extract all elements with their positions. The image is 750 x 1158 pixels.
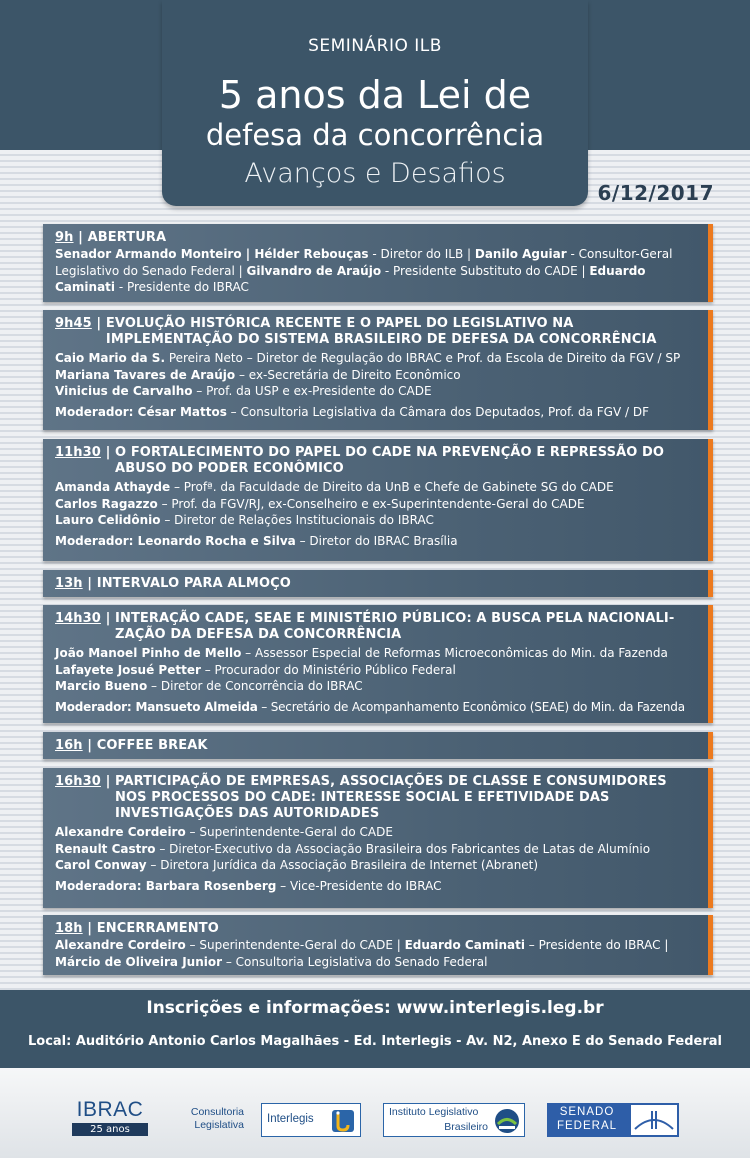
- program-item-coffee-break: [43, 732, 713, 759]
- speaker-line: Caio Mario da S. Pereira Neto – Diretor de Regulação do IBRAC e Prof. da Escola de Direito da FGV / SP: [55, 351, 681, 365]
- program-topic: ENCERRAMENTO: [96, 921, 219, 936]
- program-time: 18h: [55, 921, 83, 936]
- seminar-label: SEMINÁRIO ILB: [308, 36, 442, 56]
- program-topic: PARTICIPAÇÃO DE EMPRESAS, ASSOCIAÇÕES DE CLASSE E CONSUMIDORES NOS PROCESSOS DO CADE: INTERESSE SOCIAL E EFETIVIDADE DAS INVESTIGAÇÕES DAS AUTORIDADES: [115, 774, 667, 821]
- speaker-line: Carlos Ragazzo – Prof. da FGV/RJ, ex-Conselheiro e ex-Superintendente-Geral do CADE: [55, 496, 585, 511]
- speakers-line: Caminati - Presidente do IBRAC: [55, 280, 249, 294]
- program-time: 16h: [55, 738, 83, 753]
- speaker-line: Carol Conway – Diretora Jurídica da Associação Brasileira de Internet (Abranet): [55, 858, 539, 872]
- program-item-heading: 9h | ABERTURA: [55, 230, 696, 246]
- ilb-logo: Instituto Legislativo Brasileiro: [383, 1103, 525, 1137]
- program-time: 11h30: [55, 445, 101, 460]
- program-item-evolucao: [43, 310, 713, 430]
- speaker-line: Lafayete Josué Petter – Procurador do Ministério Público Federal: [55, 662, 456, 677]
- program-item-fortalecimento: [43, 439, 713, 561]
- program-item-abertura: [43, 224, 713, 302]
- program-topic: INTERVALO PARA ALMOÇO: [96, 576, 291, 591]
- speakers-line: Legislativo do Senado Federal | Gilvandro de Araújo - Presidente Substituto do CADE | Eduardo: [55, 263, 646, 278]
- speakers-line: Márcio de Oliveira Junior – Consultoria Legislativa do Senado Federal: [55, 954, 488, 969]
- program-item-heading: 16h | COFFEE BREAK: [55, 738, 696, 754]
- program-item-interacao: [43, 605, 713, 723]
- senado-federal-icon: [631, 1105, 677, 1135]
- moderator-line: Moderador: Leonardo Rocha e Silva – Diretor do IBRAC Brasília: [55, 533, 458, 548]
- program-topic: COFFEE BREAK: [96, 738, 208, 753]
- moderator-line: Moderador: Mansueto Almeida – Secretário de Acompanhamento Econômico (SEAE) do Min. da Fazenda: [55, 699, 685, 714]
- program-item-almoco: [43, 570, 713, 597]
- speaker-line: Marcio Bueno – Diretor de Concorrência do IBRAC: [55, 679, 363, 693]
- program-item-heading: 14h30 | INTERAÇÃO CADE, SEAE E MINISTÉRIO PÚBLICO: A BUSCA PELA NACIONALI-ZAÇÃO DA DEFESA DA CONCORRÊNCIA: [55, 611, 696, 643]
- event-title-line1: 5 anos da Lei de: [218, 73, 532, 117]
- program-topic: O FORTALECIMENTO DO PAPEL DO CADE NA PREVENÇÃO E REPRESSÃO DO ABUSO DO PODER ECONÔMICO: [115, 445, 665, 476]
- consultoria-legislativa-logo: Consultoria Legislativa: [190, 1106, 244, 1131]
- event-title-line2: defesa da concorrência: [205, 118, 545, 152]
- program-time: 9h45: [55, 316, 92, 331]
- ibrac-logo: IBRAC 25 anos: [72, 1099, 148, 1136]
- program-item-heading: 13h | INTERVALO PARA ALMOÇO: [55, 576, 696, 592]
- event-header: [162, 0, 588, 206]
- program-item-heading: 18h | ENCERRAMENTO: [55, 921, 696, 937]
- program-item-participacao: [43, 768, 713, 908]
- event-date: 6/12/2017: [597, 181, 714, 205]
- senado-federal-logo: SENADO FEDERAL: [547, 1103, 679, 1137]
- location-info: Local: Auditório Antonio Carlos Magalhães - Ed. Interlegis - Av. N2, Anexo E do Senado Federal: [27, 1034, 722, 1049]
- speaker-line: Lauro Celidônio – Diretor de Relações Institucionais do IBRAC: [55, 513, 434, 527]
- speaker-line: Amanda Athayde – Profª. da Faculdade de Direito da UnB e Chefe de Gabinete SG do CADE: [55, 480, 614, 494]
- speaker-line: Renault Castro – Diretor-Executivo da Associação Brasileira dos Fabricantes de Latas de Alumínio: [55, 841, 651, 856]
- speaker-line: Alexandre Cordeiro – Superintendente-Geral do CADE: [55, 825, 393, 839]
- interlegis-logo: Interlegis: [261, 1103, 361, 1137]
- moderator-line: Moderador: César Mattos – Consultoria Legislativa da Câmara dos Deputados, Prof. da FGV / DF: [55, 404, 649, 419]
- registration-info: Inscrições e informações: www.interlegis.leg.br: [146, 998, 604, 1018]
- program-topic: EVOLUÇÃO HISTÓRICA RECENTE E O PAPEL DO LEGISLATIVO NA IMPLEMENTAÇÃO DO SISTEMA BRASILEIRO DE DEFESA DA CONCORRÊNCIA: [105, 316, 657, 347]
- event-subtitle: Avanços e Desafios: [244, 158, 506, 189]
- moderator-line: Moderadora: Barbara Rosenberg – Vice-Presidente do IBRAC: [55, 878, 442, 893]
- program-item-heading: 11h30 | O FORTALECIMENTO DO PAPEL DO CADE NA PREVENÇÃO E REPRESSÃO DO ABUSO DO PODER ECONÔMICO: [55, 445, 696, 477]
- program-item-encerramento: [43, 915, 713, 975]
- speaker-line: Mariana Tavares de Araújo – ex-Secretária de Direito Econômico: [55, 367, 461, 382]
- program-topic: INTERAÇÃO CADE, SEAE E MINISTÉRIO PÚBLICO: A BUSCA PELA NACIONALI-ZAÇÃO DA DEFESA DA CONCORRÊNCIA: [115, 611, 675, 642]
- program-time: 9h: [55, 230, 74, 245]
- interlegis-icon: [330, 1108, 356, 1134]
- speaker-line: João Manoel Pinho de Mello – Assessor Especial de Reformas Microeconômicas do Min. da Fazenda: [55, 646, 668, 660]
- program-item-heading: 9h45 | EVOLUÇÃO HISTÓRICA RECENTE E O PAPEL DO LEGISLATIVO NA IMPLEMENTAÇÃO DO SISTEMA BRASILEIRO DE DEFESA DA CONCORRÊNCIA: [55, 316, 696, 348]
- speakers-line: Alexandre Cordeiro – Superintendente-Geral do CADE | Eduardo Caminati – Presidente do IBRAC |: [55, 938, 669, 952]
- speakers-line: Senador Armando Monteiro | Hélder Rebouças - Diretor do ILB | Danilo Aguiar - Consultor-Geral: [55, 247, 673, 261]
- ilb-icon: [493, 1107, 521, 1135]
- program-time: 16h30: [55, 774, 101, 789]
- program-time: 13h: [55, 576, 83, 591]
- footer-info: [0, 990, 750, 1068]
- program-item-heading: 16h30 | PARTICIPAÇÃO DE EMPRESAS, ASSOCIAÇÕES DE CLASSE E CONSUMIDORES NOS PROCESSOS DO CADE: INTERESSE SOCIAL E EFETIVIDADE DAS INVESTIGAÇÕES DAS AUTORIDADES: [55, 774, 696, 822]
- program-time: 14h30: [55, 611, 101, 626]
- program-topic: ABERTURA: [87, 230, 167, 245]
- speaker-line: Vinicius de Carvalho – Prof. da USP e ex-Presidente do CADE: [55, 384, 432, 398]
